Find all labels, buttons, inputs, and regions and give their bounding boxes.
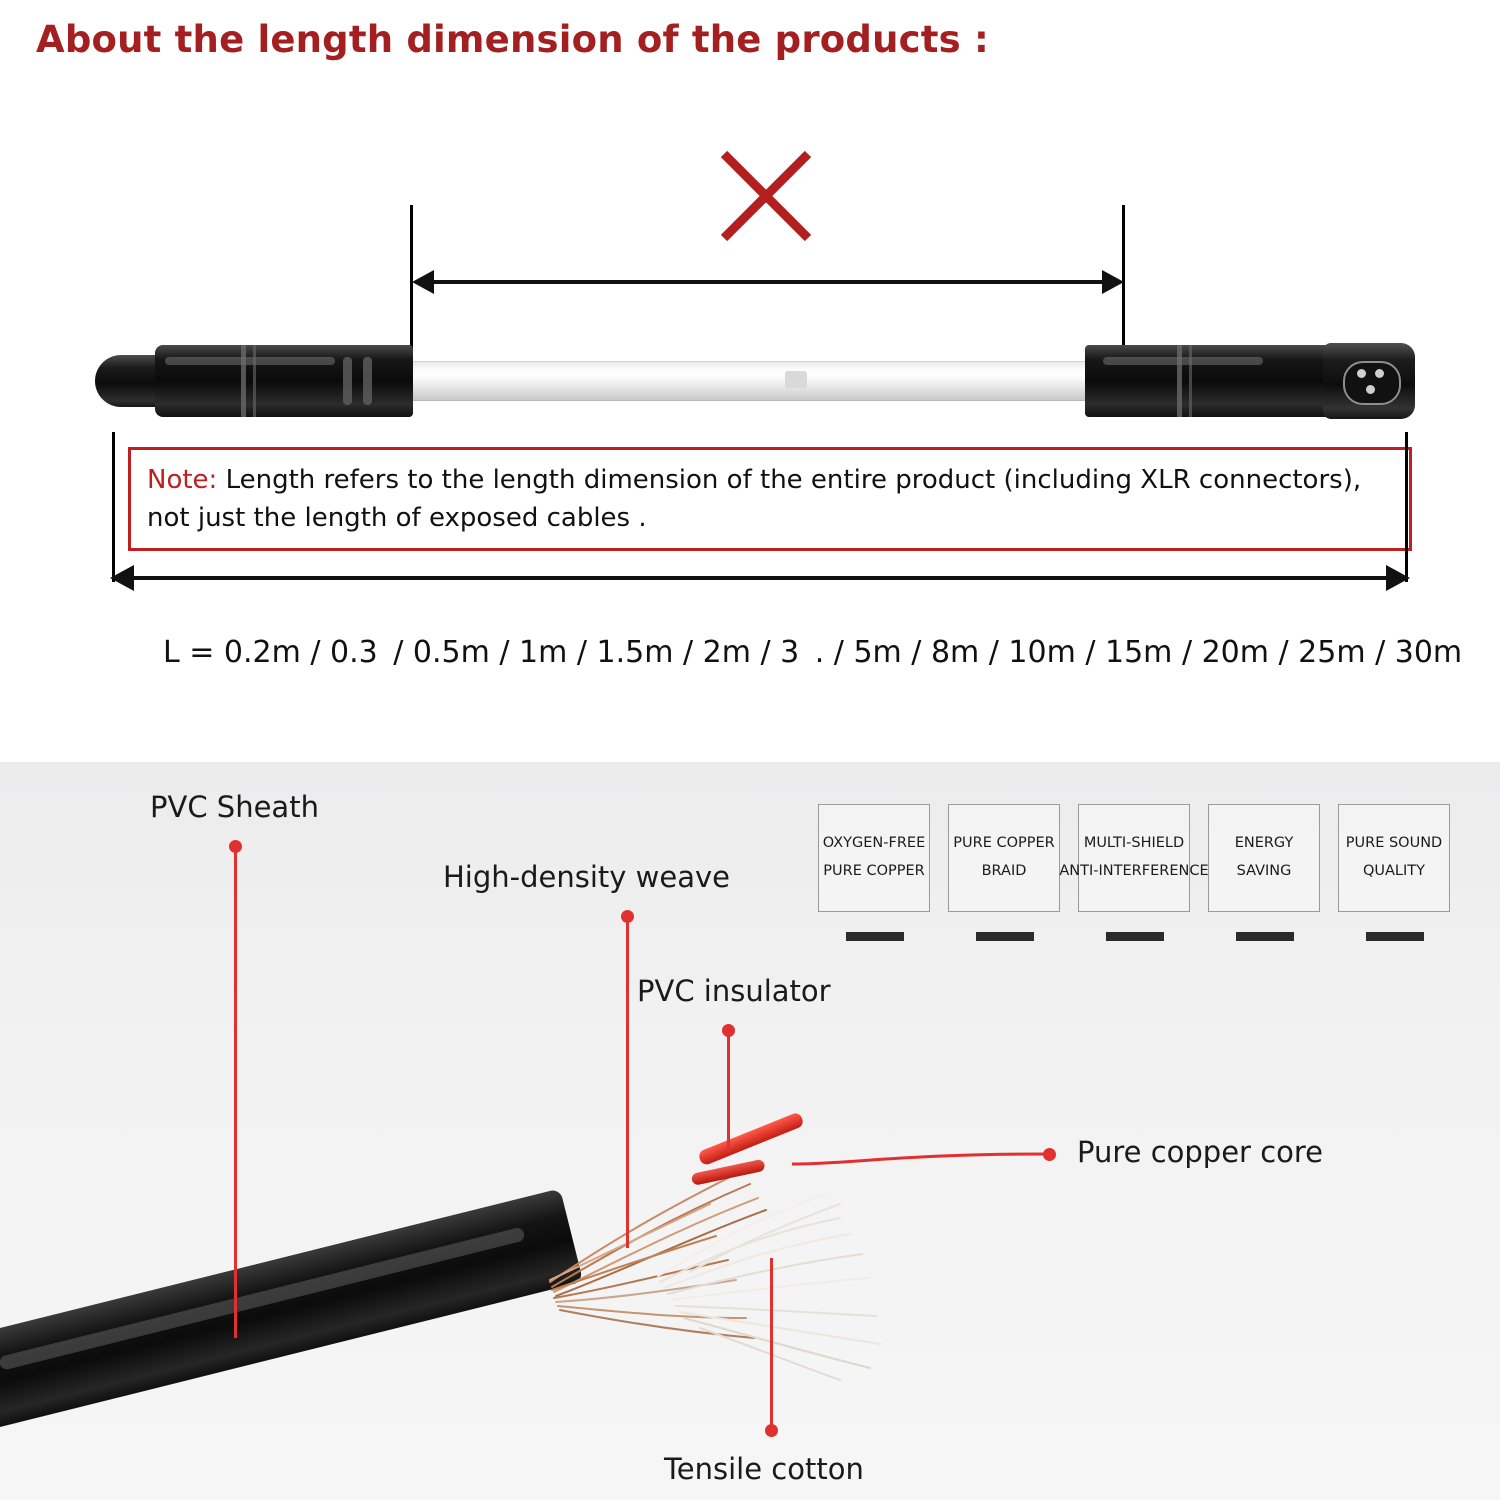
xlr-female-connector <box>1085 343 1415 419</box>
badge-underline-3 <box>1106 932 1164 941</box>
badge-pure-copper-braid <box>948 804 1060 912</box>
badge-line-2: ANTI-INTERFERENCE <box>1059 863 1209 879</box>
badge-line-1: ENERGY <box>1234 835 1294 852</box>
badge-line-1: PURE SOUND <box>1345 835 1443 852</box>
callout-pvc-insulator-label: PVC insulator <box>637 974 831 1008</box>
cable-construction-panel <box>0 762 1500 1500</box>
callout-pvc-sheath-label: PVC Sheath <box>150 790 319 824</box>
cable-cutaway-illustration <box>0 1217 630 1500</box>
badge-line-1: MULTI-SHIELD <box>1083 835 1185 852</box>
pvc-sheath-body <box>0 1188 583 1431</box>
length-options-text: L = 0.2m / 0.3 / 0.5m / 1m / 1.5m / 2m / 3 . / 5m / 8m / 10m / 15m / 20m / 25m / 30m <box>163 635 1463 670</box>
xlr-male-connector <box>95 345 413 417</box>
badge-energy-saving <box>1208 804 1320 912</box>
exposed-cable-length-arrow <box>412 262 1124 302</box>
badge-line-1: PURE COPPER <box>953 835 1055 852</box>
badge-line-2: SAVING <box>1236 863 1292 879</box>
badge-line-1: OXYGEN-FREE <box>822 835 926 852</box>
badge-underline-1 <box>846 932 904 941</box>
cable-marker <box>785 371 807 388</box>
callout-high-density-weave-leader <box>626 918 629 1248</box>
badge-line-2: QUALITY <box>1362 863 1425 879</box>
callout-pvc-insulator-leader <box>727 1032 730 1152</box>
callout-tensile-cotton-label: Tensile cotton <box>664 1452 864 1486</box>
note-text <box>147 462 1393 537</box>
red-cross-icon <box>718 148 814 244</box>
page-title: About the length dimension of the products : <box>36 18 989 61</box>
note-line-1: Length refers to the length dimension of the entire product (including XLR connectors), <box>217 465 1362 495</box>
callout-pure-copper-core-leader <box>790 1130 1050 1180</box>
xlr-cable-illustration <box>95 325 1415 435</box>
badge-underline-2 <box>976 932 1034 941</box>
badge-line-2: BRAID <box>981 863 1027 879</box>
total-product-length-arrow <box>110 558 1410 598</box>
note-box <box>128 447 1412 551</box>
callout-pure-copper-core-label: Pure copper core <box>1077 1135 1324 1169</box>
callout-high-density-weave-label: High-density weave <box>443 860 730 894</box>
badge-multi-shield-anti-interference <box>1059 804 1209 912</box>
feature-badges <box>818 804 1450 912</box>
badge-underline-5 <box>1366 932 1424 941</box>
badge-oxygen-free-pure-copper <box>818 804 930 912</box>
badge-line-2: PURE COPPER <box>823 863 925 879</box>
note-label: Note: <box>147 465 218 495</box>
badge-pure-sound-quality <box>1338 804 1450 912</box>
callout-tensile-cotton-leader <box>770 1258 773 1428</box>
note-line-2: not just the length of exposed cables . <box>147 502 647 533</box>
callout-pvc-sheath-leader <box>234 848 237 1338</box>
badge-underline-4 <box>1236 932 1294 941</box>
